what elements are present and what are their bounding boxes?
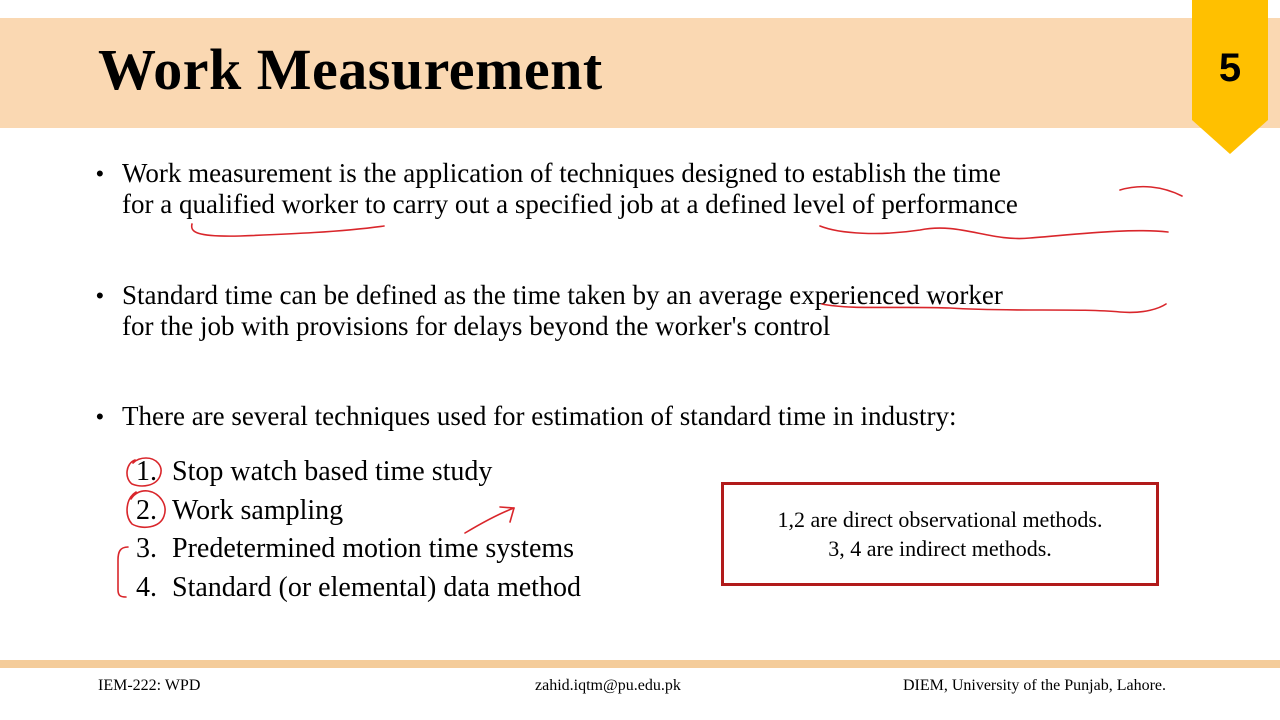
- slide-number: 5: [1218, 46, 1242, 90]
- footer-institution: DIEM, University of the Punjab, Lahore.: [902, 677, 1166, 694]
- footer-course: IEM-222: WPD: [98, 677, 201, 694]
- bullet-text: [122, 280, 1003, 342]
- list-item-label: Predetermined motion time systems: [172, 533, 575, 565]
- bullet-line: for a qualified worker to carry out a specified job at a defined level of performance: [122, 189, 1018, 219]
- arrow-head: [500, 507, 514, 522]
- bracket-items-3-4: [118, 547, 128, 597]
- slide-title: Work Measurement: [98, 37, 603, 102]
- bullet-line: Work measurement is the application of techniques designed to establish the time: [122, 158, 1001, 188]
- footer-email: zahid.iqtm@pu.edu.pk: [535, 677, 681, 694]
- bullet-line: Standard time can be defined as the time taken by an average experienced worker: [122, 280, 1003, 310]
- arrow-shaft: [465, 508, 514, 533]
- bullet-text: [122, 158, 1018, 220]
- list-item-label: Standard (or elemental) data method: [172, 571, 581, 603]
- bullet-text: [122, 401, 956, 432]
- underline-defined-level: [820, 226, 1168, 239]
- list-item-number: 1.: [136, 456, 157, 487]
- underline-time: [1120, 187, 1182, 196]
- list-item-number: 2.: [136, 494, 157, 526]
- note-line-indirect: 3, 4 are indirect methods.: [828, 536, 1052, 561]
- list-item-label: Work sampling: [172, 494, 344, 526]
- bullet-line: There are several techniques used for estimation of standard time in industry:: [122, 401, 957, 431]
- bullet-dot-icon: •: [96, 161, 104, 186]
- bullet-line: for the job with provisions for delays beyond the worker's control: [122, 311, 831, 341]
- bullet-dot-icon: •: [96, 283, 104, 308]
- list-item-number: 4.: [136, 571, 157, 603]
- footer-rule: [0, 660, 1280, 668]
- note-box: [721, 482, 1159, 586]
- underline-qualified-worker: [192, 224, 384, 236]
- list-item-number: 3.: [136, 533, 157, 565]
- list-item-label: Stop watch based time study: [172, 456, 493, 487]
- bullet-dot-icon: •: [96, 404, 104, 429]
- note-line-direct: 1,2 are direct observational methods.: [777, 507, 1103, 532]
